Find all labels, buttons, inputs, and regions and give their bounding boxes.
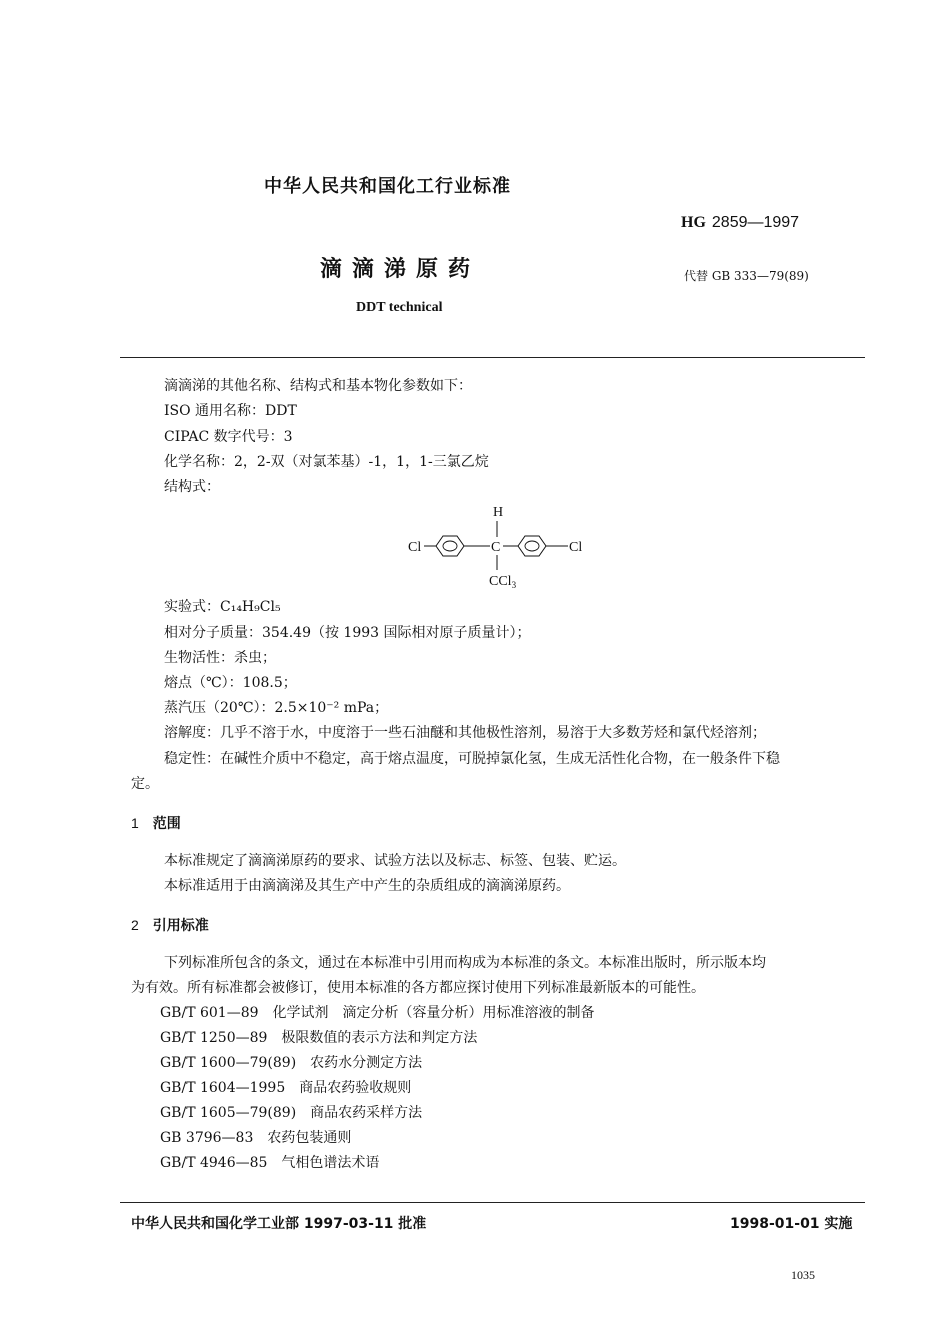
replaces-standard: 代替 GB 333—79(89) <box>684 269 809 283</box>
structural-formula <box>380 500 620 595</box>
section-2-heading <box>131 915 209 935</box>
left-atom-cl: Cl <box>408 540 422 555</box>
biological-activity: 生物活性：杀虫； <box>164 650 276 666</box>
intro-lead: 滴滴涕的其他名称、结构式和基本物化参数如下： <box>164 378 472 394</box>
reference-item: GB/T 1605—79(89) 商品农药采样方法 <box>160 1105 423 1121</box>
references-intro-line-2: 为有效。所有标准都会被修订，使用本标准的各方都应探讨使用下列标准最新版本的可能性。 <box>131 980 705 996</box>
standard-number: 2859—1997 <box>711 214 800 231</box>
left-benzene-ring <box>436 536 464 556</box>
approval-statement: 中华人民共和国化学工业部 1997-03-11 批准 <box>131 1216 427 1232</box>
molar-mass: 相对分子质量：354.49（按 1993 国际相对原子质量计）； <box>164 625 531 641</box>
reference-item: GB/T 1600—79(89) 农药水分测定方法 <box>160 1055 423 1071</box>
standard-code <box>681 214 799 232</box>
vapor-pressure: 蒸汽压（20℃）：2.5×10⁻² mPa； <box>164 700 389 716</box>
chemical-name: 化学名称：2，2-双（对氯苯基）-1，1，1-三氯乙烷 <box>164 454 489 470</box>
bottom-group-ccl3: CCl$_3$ <box>489 574 517 590</box>
page-number: 1035 <box>791 1268 815 1282</box>
left-ring-aromatic-circle <box>443 541 457 551</box>
solubility: 溶解度：几乎不溶于水，中度溶于一些石油醚和其他极性溶剂，易溶于大多数芳烃和氯代烃溶剂； <box>164 725 766 741</box>
scope-paragraph-2: 本标准适用于由滴滴涕及其生产中产生的杂质组成的滴滴涕原药。 <box>164 878 570 894</box>
cipac-code: CIPAC 数字代号：3 <box>164 429 293 445</box>
header-divider <box>120 357 865 358</box>
melting-point: 熔点（℃）：108.5； <box>164 675 297 691</box>
stability-line-2: 定。 <box>131 776 159 792</box>
reference-item: GB/T 1604—1995 商品农药验收规则 <box>160 1080 412 1096</box>
implementation-date: 1998-01-01 实施 <box>730 1216 853 1232</box>
references-intro-line-1: 下列标准所包含的条文，通过在本标准中引用而构成为本标准的条文。本标准出版时，所示版本均 <box>164 955 766 971</box>
reference-item: GB/T 601—89 化学试剂 滴定分析（容量分析）用标准溶液的制备 <box>160 1005 595 1021</box>
document-title-cn: 滴滴涕原药 <box>320 257 481 282</box>
center-atom-c: C <box>491 540 501 555</box>
reference-item: GB/T 1250—89 极限数值的表示方法和判定方法 <box>160 1030 478 1046</box>
right-atom-cl: Cl <box>569 540 583 555</box>
standard-prefix: HG <box>681 214 706 231</box>
section-1-number: 1 <box>131 815 139 831</box>
structure-label: 结构式： <box>164 479 220 495</box>
issuing-body-title: 中华人民共和国化工行业标准 <box>264 176 511 197</box>
empirical-formula: 实验式：C₁₄H₉Cl₅ <box>164 599 281 615</box>
scope-paragraph-1: 本标准规定了滴滴涕原药的要求、试验方法以及标志、标签、包装、贮运。 <box>164 853 626 869</box>
stability-line-1: 稳定性：在碱性介质中不稳定，高于熔点温度，可脱掉氯化氢，生成无活性化合物，在一般条件下稳 <box>164 751 780 767</box>
reference-item: GB 3796—83 农药包装通则 <box>160 1130 352 1146</box>
section-1-title: 范围 <box>152 816 181 832</box>
right-benzene-ring <box>518 536 546 556</box>
top-atom-h: H <box>493 505 504 520</box>
iso-common-name: ISO 通用名称：DDT <box>164 403 297 419</box>
reference-item: GB/T 4946—85 气相色谱法术语 <box>160 1155 380 1171</box>
section-1-heading <box>131 813 181 833</box>
section-2-number: 2 <box>131 917 139 933</box>
document-title-en: DDT technical <box>356 300 443 315</box>
footer-divider <box>120 1202 865 1203</box>
right-ring-aromatic-circle <box>525 541 539 551</box>
section-2-title: 引用标准 <box>152 918 209 934</box>
